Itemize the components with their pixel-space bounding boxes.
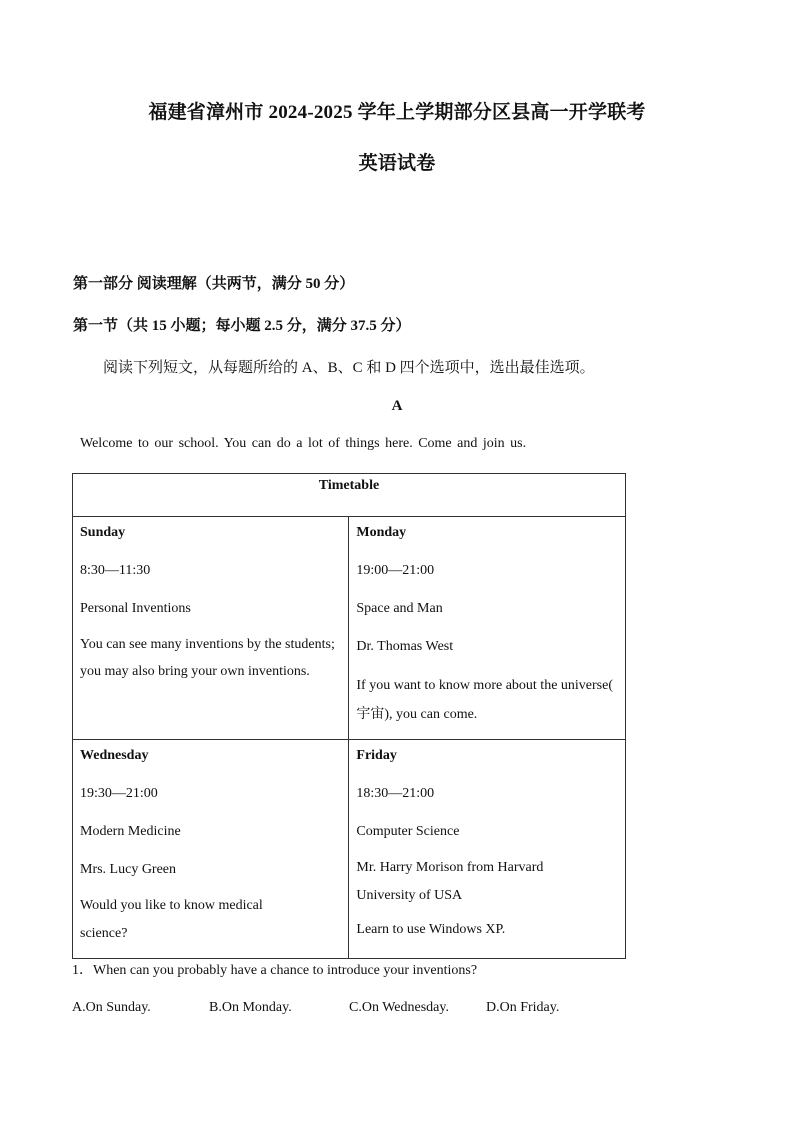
day-label: Wednesday <box>80 748 149 763</box>
exam-title: 福建省漳州市 2024-2025 学年上学期部分区县高一开学联考 <box>148 102 646 123</box>
question-1: 1．When can you probably have a chance to introduce your inventions? <box>72 963 478 978</box>
time-label: 18:30—21:00 <box>356 786 435 801</box>
description: Would you like to know medical science? <box>80 898 263 941</box>
passage-intro: Welcome to our school. You can do a lot of things here. Come and join us. <box>80 436 527 451</box>
day-label: Sunday <box>80 525 126 540</box>
part-heading: 第一部分 阅读理解（共两节，满分 50 分） <box>73 276 355 292</box>
exam-subtitle: 英语试卷 <box>358 153 436 174</box>
speaker-label: Dr. Thomas West <box>356 639 454 654</box>
topic-label: Modern Medicine <box>80 824 181 839</box>
description: You can see many inventions by the students; you may also bring your own inventions. <box>80 637 335 679</box>
topic-label: Space and Man <box>356 601 443 616</box>
option-b[interactable]: B.On Monday. <box>209 1000 292 1015</box>
time-label: 19:00—21:00 <box>356 563 435 578</box>
description: Learn to use Windows XP. <box>356 922 506 937</box>
time-label: 8:30—11:30 <box>80 563 151 578</box>
day-label: Monday <box>356 525 407 540</box>
option-d[interactable]: D.On Friday. <box>486 1000 560 1015</box>
sunday-cell <box>73 517 349 740</box>
topic-label: Computer Science <box>356 824 460 839</box>
speaker-label: Mr. Harry Morison from Harvard University of USA <box>356 860 544 903</box>
wednesday-cell <box>73 740 349 959</box>
description: If you want to know more about the universe( 宇宙), you can come. <box>356 678 613 722</box>
option-c[interactable]: C.On Wednesday. <box>349 1000 449 1015</box>
instructions: 阅读下列短文，从每题所给的 A、B、C 和 D 四个选项中，选出最佳选项。 <box>103 360 595 376</box>
friday-cell <box>349 740 626 959</box>
topic-label: Personal Inventions <box>80 601 191 616</box>
monday-cell <box>349 517 626 740</box>
timetable-heading: Timetable <box>73 474 626 517</box>
option-a[interactable]: A.On Sunday. <box>72 1000 151 1015</box>
passage-letter: A <box>391 398 403 414</box>
timetable <box>72 473 626 959</box>
answer-options <box>72 1000 632 1020</box>
section-heading: 第一节（共 15 小题；每小题 2.5 分，满分 37.5 分） <box>73 318 411 334</box>
speaker-label: Mrs. Lucy Green <box>80 862 177 877</box>
time-label: 19:30—21:00 <box>80 786 158 801</box>
day-label: Friday <box>356 748 397 763</box>
